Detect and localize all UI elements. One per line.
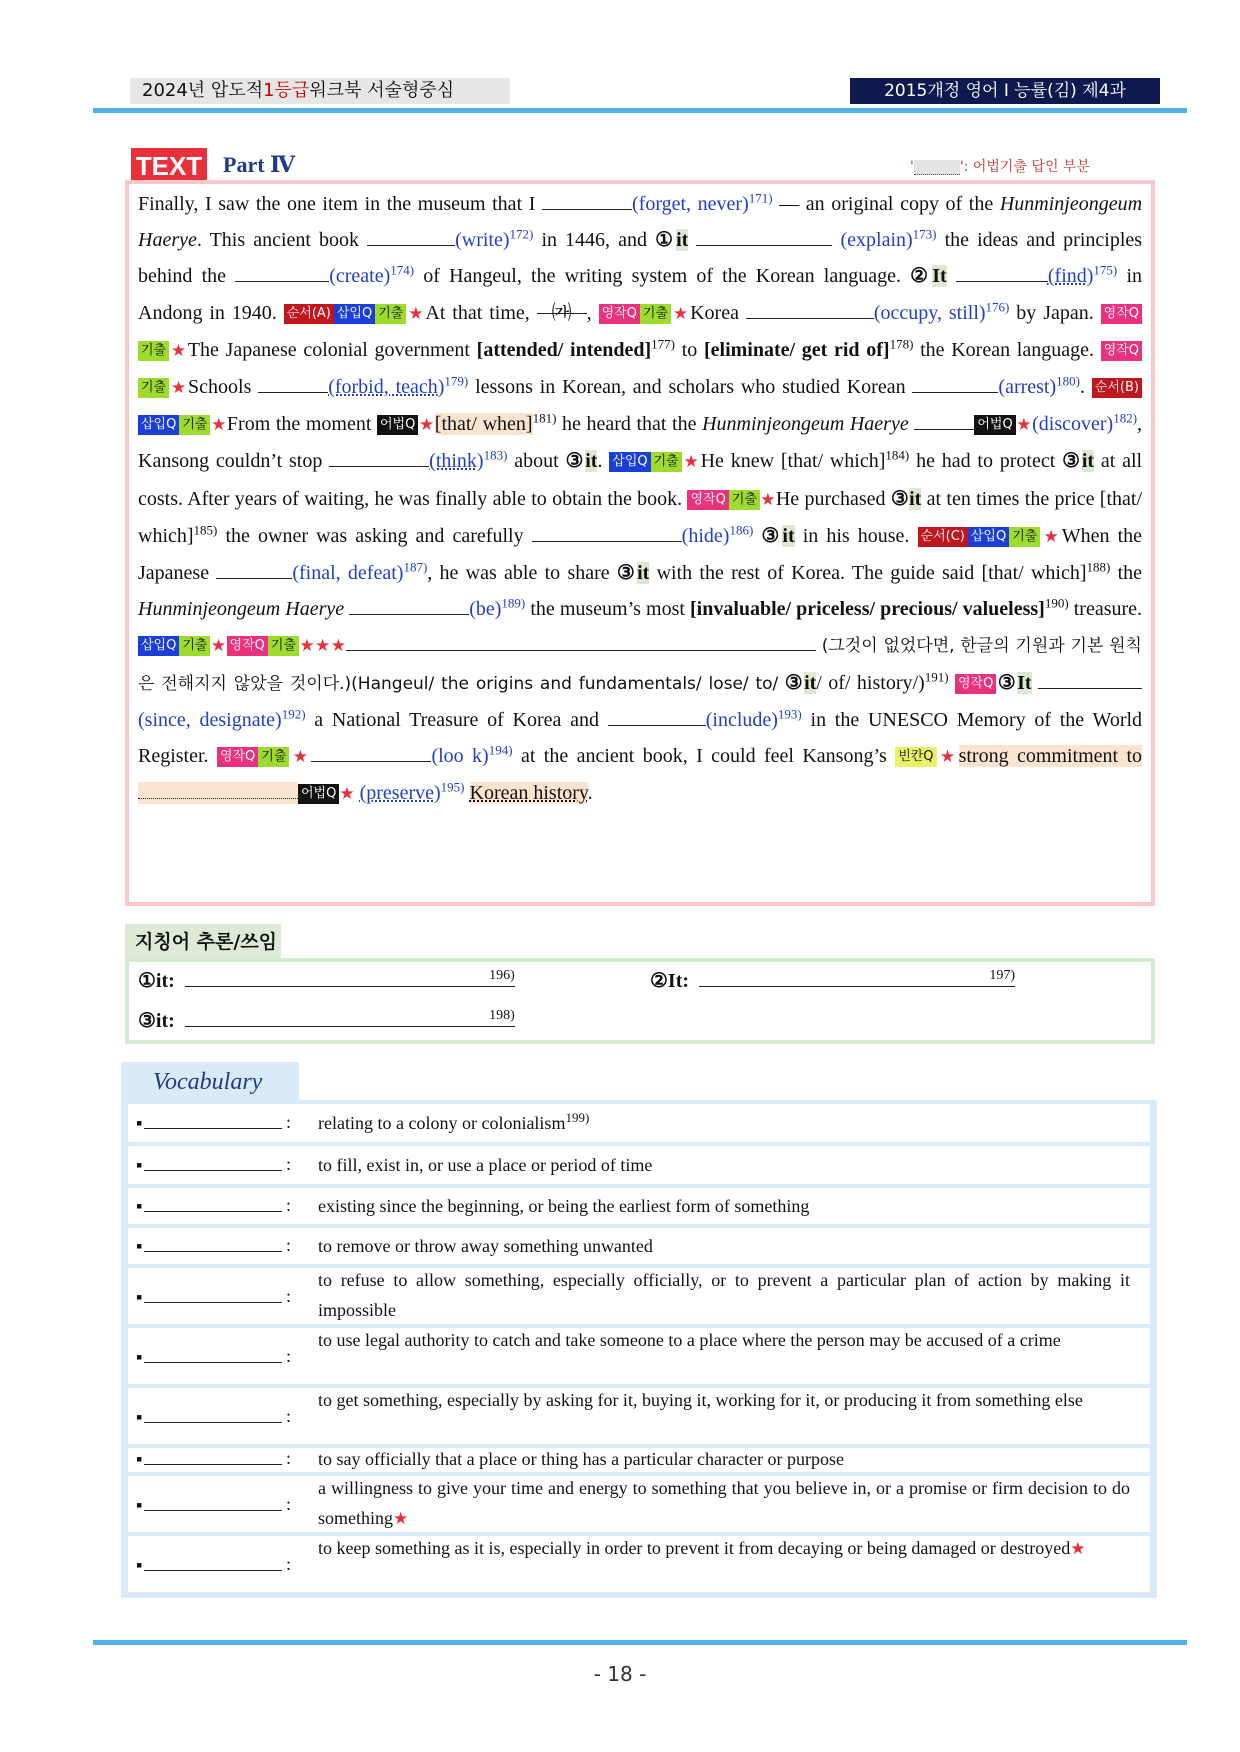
vocab-row: ▪ : relating to a colony or colonialism$^{199)}$	[128, 1104, 1150, 1142]
lesson-title: 2015개정 영어 I 능률(김) 제4과	[850, 78, 1160, 104]
vocab-row: ▪ : to refuse to allow something, especially officially, or to prevent a particular plan of action by making it impossible	[128, 1268, 1150, 1324]
vocab-definition: a willingness to give your time and energy to something that you believe in, or a promise or firm decision to do something★	[318, 1478, 1130, 1528]
part-title: Part Ⅳ	[223, 152, 295, 177]
reference-item-2[interactable]: ②It: 197)	[650, 968, 1016, 992]
vocab-definition: to refuse to allow something, especially officially, or to prevent a particular plan of action by making it impossible	[318, 1270, 1130, 1320]
workbook-title: 2024년 압도적1등급워크북 서술형중심	[130, 78, 510, 104]
vocab-definition: to use legal authority to catch and take someone to a place where the person may be accused of a crime	[318, 1330, 1061, 1350]
grammar-answer-legend: ' ': 어법기출 답인 부분	[910, 159, 1090, 175]
vocab-answer-blank[interactable]: ▪	[136, 1154, 282, 1176]
header-divider	[93, 108, 1187, 113]
vocab-answer-blank[interactable]: ▪	[136, 1195, 282, 1217]
vocab-definition: relating to a colony or colonialism$^{199)}$	[318, 1110, 590, 1133]
vocab-row: ▪ : a willingness to give your time and energy to something that you believe in, or a promise or firm decision to do something★	[128, 1476, 1150, 1532]
text-tag: TEXT	[131, 148, 207, 184]
passage-text: Finally, I saw the one item in the museum that I (forget, never)$^{171)}$ — an original copy of the Hunminjeongeum Haerye. This ancient book (write)$^{172)}$ in 1446, and ①it (explain)$^{173)}$ the ideas and principles behind the (create)$^{174)}$ of Hangeul, the writing system of the Korean language. ②It (find)$^{175)}$ in Andong in 1940. 순서(A) 삽입Q 기출 ★At that time, ㈎ , 영작Q 기출 ★Korea (occupy, still)$^{176)}$ by Japan. 영작Q기출 ★The Japanese colonial government [attended/ intended]$^{177)}$ to [eliminate/ get rid of]$^{178)}$ the Korean language. 영작Q기출 ★Schools (forbid, teach)$^{179)}$ lessons in Korean, and scholars who studied Korean (arrest)$^{180)}$. 순서(B)삽입Q 기출 ★From the moment 어법Q ★[that/ when]$^{181)}$ he heard that the Hunminjeongeum Haerye 어법Q ★(discover)$^{182)}$, Kansong couldn’t stop (think)$^{183)}$ about ③it. 삽입Q 기출 ★He knew [that/ which]$^{184)}$ he had to protect ③it at all costs. After years of waiting, he was finally able to obtain the book. 영작Q 기출 ★He purchased ③it at ten times the price [that/ which]$^{185)}$ the owner was asking and carefully (hide)$^{186)}$ ③it in his house. 순서(C) 삽입Q 기출 ★When the Japanese (final, defeat)$^{187)}$, he was able to share ③it with the rest of Korea. The guide said [that/ which]$^{188)}$ the Hunminjeongeum Haerye (be)$^{189)}$ the museum’s most [invaluable/ priceless/ precious/ valueless]$^{190)}$ treasure. 삽입Q 기출 ★ 영작Q 기출 ★★★ (그것이 없었다면, 한글의 기원과 기본 원칙은 전해지지 않았을 것이다.)(Hangeul/ the origins and fundamentals/ lose/ to/ ③it/ of/ history/)$^{191)}$ 영작Q ③It (since, designate)$^{192)}$ a National Treasure of Korea and (include)$^{193)}$ in the UNESCO Memory of the World Register. 영작Q 기출 ★ (loo k)$^{194)}$ at the ancient book, I could feel Kansong’s 빈칸Q ★strong commitment to어법Q ★ (preserve)$^{195)}$ Korean history.	[138, 190, 1143, 805]
reference-item-3[interactable]: ③it: 198)	[138, 1008, 515, 1032]
vocab-answer-blank[interactable]: ▪	[136, 1286, 282, 1308]
vocab-row: ▪ : to get something, especially by asking for it, buying it, working for it, or producing it from something else	[128, 1388, 1150, 1444]
vocab-row: ▪ : existing since the beginning, or being the earliest form of something	[128, 1188, 1150, 1224]
page-number: - 18 -	[593, 1662, 647, 1686]
vocab-row: ▪ : to keep something as it is, especially in order to prevent it from decaying or being damaged or destroyed★	[128, 1536, 1150, 1592]
footer-divider	[93, 1640, 1187, 1645]
vocab-answer-blank[interactable]: ▪	[136, 1112, 282, 1134]
vocab-row: ▪ : to fill, exist in, or use a place or period of time	[128, 1146, 1150, 1184]
vocab-answer-blank[interactable]: ▪	[136, 1448, 282, 1470]
vocabulary-box	[121, 1100, 1157, 1598]
vocab-answer-blank[interactable]: ▪	[136, 1554, 282, 1576]
vocab-definition: to say officially that a place or thing has a particular character or purpose	[318, 1449, 844, 1469]
vocab-definition: to get something, especially by asking for it, buying it, working for it, or producing it from something else	[318, 1390, 1083, 1410]
vocab-row: ▪ : to remove or throw away something unwanted	[128, 1228, 1150, 1264]
vocab-row: ▪ : to say officially that a place or thing has a particular character or purpose	[128, 1448, 1150, 1472]
vocab-answer-blank[interactable]: ▪	[136, 1346, 282, 1368]
vocab-answer-blank[interactable]: ▪	[136, 1235, 282, 1257]
reference-item-1[interactable]: ①it: 196)	[138, 968, 515, 992]
reference-tab: 지칭어 추론/쓰임	[125, 924, 281, 960]
vocabulary-tab: Vocabulary	[121, 1062, 299, 1102]
vocab-row: ▪ : to use legal authority to catch and take someone to a place where the person may be accused of a crime	[128, 1328, 1150, 1384]
vocab-definition: to keep something as it is, especially in order to prevent it from decaying or being damaged or destroyed★	[318, 1538, 1086, 1558]
vocab-answer-blank[interactable]: ▪	[136, 1406, 282, 1428]
vocab-answer-blank[interactable]: ▪	[136, 1494, 282, 1516]
vocab-definition: to fill, exist in, or use a place or period of time	[318, 1155, 653, 1175]
vocab-definition: to remove or throw away something unwanted	[318, 1236, 653, 1256]
vocab-definition: existing since the beginning, or being the earliest form of something	[318, 1196, 810, 1216]
